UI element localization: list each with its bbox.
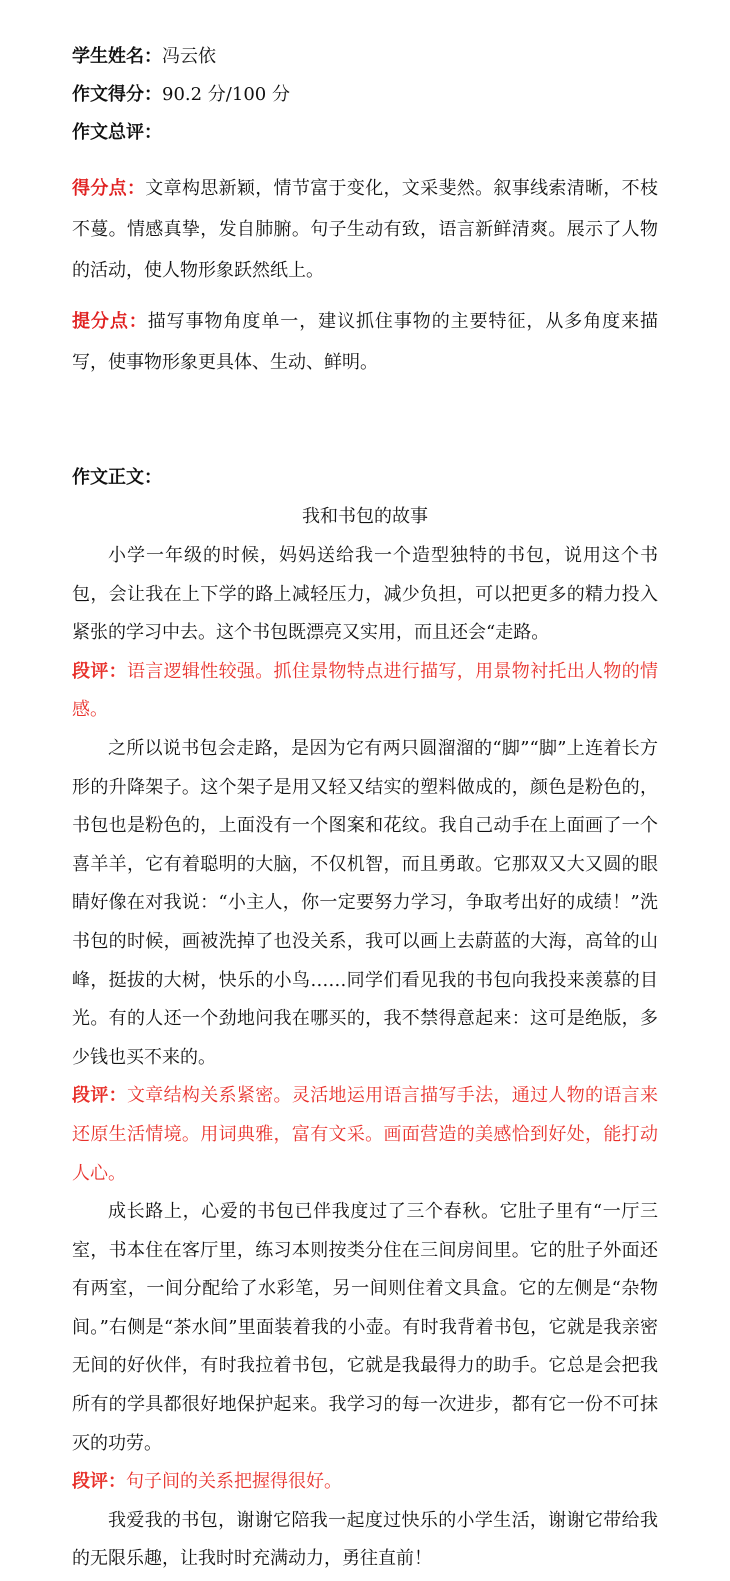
improvement-label: 提分点：	[72, 311, 148, 332]
overall-review-heading	[72, 114, 658, 152]
strengths-text: 文章构思新颖，情节富于变化，文采斐然。叙事线索清晰，不枝不蔓。情感真挚，发自肺腑。句子生动有致，语言新鲜清爽。展示了人物的活动，使人物形象跃然纸上。	[72, 178, 659, 281]
paragraph-comment-text: 文章结构关系紧密。灵活地运用语言描写手法，通过人物的语言来还原生活情境。用词典雅，富有文采。画面营造的美感恰到好处，能打动人心。	[72, 1085, 658, 1184]
paragraph-comment-2	[72, 1077, 658, 1193]
score-value: 90.2 分/100 分	[162, 84, 290, 105]
paragraph-comment-3	[72, 1463, 658, 1502]
improvement-block	[72, 301, 658, 383]
improvement-text: 描写事物角度单一，建议抓住事物的主要特征，从多角度来描写，使事物形象更具体、生动、鲜明。	[72, 311, 658, 373]
student-name-value: 冯云依	[162, 46, 216, 67]
strengths-label: 得分点：	[72, 178, 146, 199]
score-line	[72, 76, 658, 114]
paragraph-comment-1	[72, 653, 658, 730]
essay-paragraph-2: 之所以说书包会走路，是因为它有两只圆溜溜的“脚”“脚”上连着长方形的升降架子。这个架子是用又轻又结实的塑料做成的，颜色是粉色的，书包也是粉色的，上面没有一个图案和花纹。我自己动手在上面画了一个喜羊羊，它有着聪明的大脑，不仅机智，而且勇敢。它那双又大又圆的眼睛好像在对我说：“小主人，你一定要努力学习，争取考出好的成绩！”洗书包的时候，画被洗掉了也没关系，我可以画上去蔚蓝的大海，高耸的山峰，挺拔的大树，快乐的小鸟……同学们看见我的书包向我投来羡慕的目光。有的人还一个劲地问我在哪买的，我不禁得意起来：这可是绝版，多少钱也买不来的。	[72, 737, 658, 1068]
paragraph-comment-label: 段评：	[72, 660, 127, 682]
student-name-label: 学生姓名：	[72, 46, 162, 67]
paragraph-comment-text: 句子间的关系把握得很好。	[126, 1471, 342, 1493]
essay-paragraph-3: 成长路上，心爱的书包已伴我度过了三个春秋。它肚子里有“一厅三室，书本住在客厅里，练习本则按类分住在三间房间里。它的肚子外面还有两室，一间分配给了水彩笔，另一间则住着文具盒。它的左侧是“杂物间。”右侧是“茶水间”里面装着我的小壶。有时我背着书包，它就是我亲密无间的好伙伴，有时我拉着书包，它就是我最得力的助手。它总是会把我所有的学具都很好地保护起来。我学习的每一次进步，都有它一份不可抹灭的功劳。	[72, 1201, 658, 1454]
essay-paragraph-1: 小学一年级的时候，妈妈送给我一个造型独特的书包，说用这个书包，会让我在上下学的路上减轻压力，减少负担，可以把更多的精力投入紧张的学习中去。这个书包既漂亮又实用，而且还会“走路。	[72, 545, 658, 644]
student-name-line	[72, 38, 658, 76]
essay-paragraph-4: 我爱我的书包，谢谢它陪我一起度过快乐的小学生活，谢谢它带给我的无限乐趣，让我时时充满动力，勇往直前！	[72, 1509, 658, 1570]
strengths-block	[72, 168, 658, 291]
overall-review-label: 作文总评：	[72, 122, 162, 143]
score-label: 作文得分：	[72, 84, 162, 105]
paragraph-comment-label: 段评：	[72, 1085, 127, 1107]
paragraph-comment-label: 段评：	[72, 1471, 126, 1493]
paragraph-comment-text: 语言逻辑性较强。抓住景物特点进行描写，用景物衬托出人物的情感。	[72, 660, 658, 721]
essay-body-heading: 作文正文：	[72, 467, 162, 488]
essay-title: 我和书包的故事	[302, 506, 428, 527]
